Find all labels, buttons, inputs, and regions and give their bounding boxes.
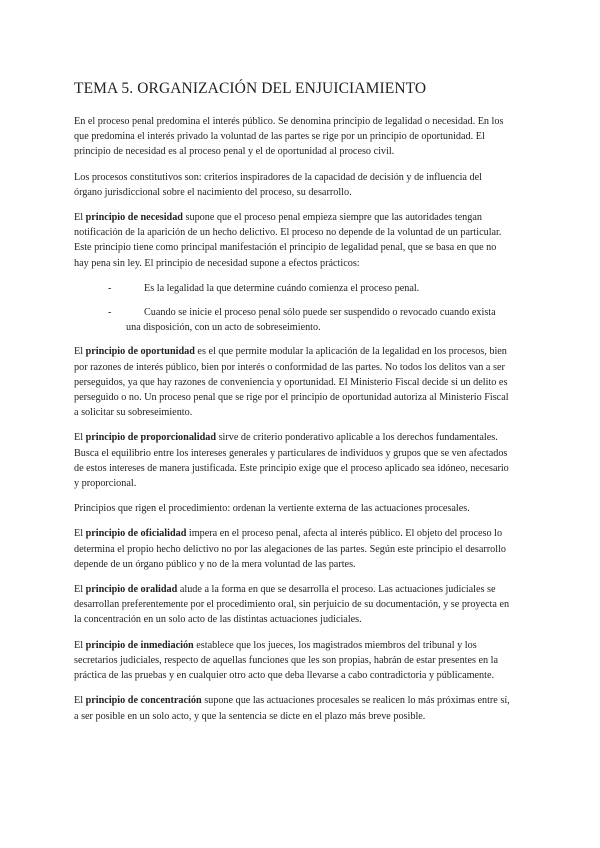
term-principio-oralidad: principio de oralidad: [85, 584, 178, 596]
paragraph-principio-oficialidad: El principio de oficialidad impera en el proceso penal, afecta al interés público. El objeto del proceso lo determina el propio hecho delictivo no por las alegaciones de las partes. Según este principio el desarrollo depende de un órgano público y no de la mera voluntad de las partes.: [74, 528, 506, 570]
list-item: - Cuando se inicie el proceso penal sólo puede ser suspendido o revocado cuando exista una disposición, con un acto de sobreseimiento.: [108, 307, 496, 334]
term-principio-concentracion: principio de concentración: [85, 695, 202, 707]
list-item: - Es la legalidad la que determine cuándo comienza el proceso penal.: [108, 282, 420, 294]
paragraph-intro: En el proceso penal predomina el interés público. Se denomina principio de legalidad o necesidad. En los que predomina el interés privado la voluntad de las partes se rige por un principio de oportunidad. El principio de necesidad es al proceso penal y el de oportunidad al proceso civil.: [74, 116, 504, 158]
document-title: TEMA 5. ORGANIZACIÓN DEL ENJUICIAMIENTO: [74, 80, 427, 97]
paragraph-principio-proporcionalidad: El principio de proporcionalidad sirve de criterio ponderativo aplicable a los derechos fundamentales. Busca el equilibrio entre los intereses generales y particulares de individuos y grupos que se ven afectados de estos intereses de manera justificada. Este principio exige que el proceso aplicado sea idóneo, necesario y proporcional.: [74, 432, 509, 490]
term-principio-inmediacion: principio de inmediación: [85, 639, 194, 651]
paragraph-principio-oportunidad: El principio de oportunidad es el que permite modular la aplicación de la legalidad en los procesos, bien por razones de interés público, bien por interés o conformidad de las partes. No todos los delitos van a ser perseguidos, ya que hay razones de conveniencia y oportunidad. El Ministerio Fiscal decide si un delito es perseguido o no. Un proceso penal que se rige por el principio de oportunidad autoriza al Ministerio Fiscal a solicitar su sobreseimiento.: [74, 346, 509, 419]
paragraph-procesos-constitutivos: Los procesos constitutivos son: criterios inspiradores de la capacidad de decisión y de influencia del órgano jurisdiccional sobre el nacimiento del proceso, su desarrollo.: [74, 171, 482, 198]
term-principio-oficialidad: principio de oficialidad: [85, 528, 187, 540]
paragraph-principio-oralidad: El principio de oralidad alude a la forma en que se desarrolla el proceso. Las actuaciones judiciales se desarrollan preferentemente por el procedimiento oral, sin perjuicio de su documentación, y se proyecta en la concentración en un solo acto de las distintas actuaciones judiciales.: [74, 584, 510, 626]
paragraph-principio-inmediacion: El principio de inmediación establece que los jueces, los magistrados miembros del tribunal y los secretarios judiciales, respecto de aquellas funciones que les son propias, habrán de estar presentes en la práctica de las pruebas y en cualquier otro acto que deba llevarse a cabo contradictoria y públicamente.: [74, 639, 499, 682]
term-principio-necesidad: principio de necesidad: [85, 212, 183, 224]
necesidad-effects-list: [74, 281, 512, 336]
paragraph-principio-concentracion: El principio de concentración supone que las actuaciones procesales se realicen lo más próximas entre sí, a ser posible en un solo acto, y que la sentencia se dicte en el plazo más breve posible.: [74, 695, 510, 722]
paragraph-principios-procedimiento: Principios que rigen el procedimiento: ordenan la vertiente externa de las actuaciones procesales.: [74, 503, 470, 515]
term-principio-oportunidad: principio de oportunidad: [85, 346, 195, 358]
paragraph-principio-necesidad: El principio de necesidad supone que el proceso penal empieza siempre que las autoridades tengan notificación de la aparición de un hecho delictivo. El proceso no depende de la voluntad de un particular. Este principio tiene como principal manifestación el principio de legalidad penal, que se basa en que no hay pena sin ley. El principio de necesidad supone a efectos prácticos:: [74, 212, 502, 269]
term-principio-proporcionalidad: principio de proporcionalidad: [85, 432, 217, 444]
